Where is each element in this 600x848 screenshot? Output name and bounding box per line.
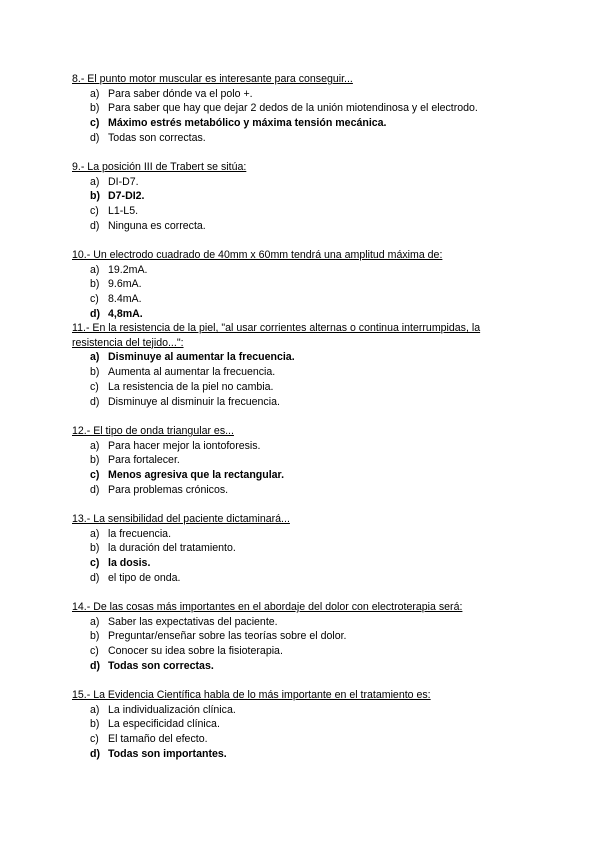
option-letter: d) <box>90 131 100 144</box>
option-list <box>72 439 512 498</box>
option-a <box>72 439 512 454</box>
option-text: La individualización clínica. <box>108 703 236 716</box>
option-letter: d) <box>90 219 100 232</box>
option-text: el tipo de onda. <box>108 571 181 584</box>
option-letter: c) <box>90 557 100 570</box>
option-text: 19.2mA. <box>108 263 148 276</box>
option-c <box>72 380 512 395</box>
option-letter: d) <box>90 571 100 584</box>
option-letter: b) <box>90 630 100 643</box>
option-letter: a) <box>90 703 100 716</box>
option-text: La resistencia de la piel no cambia. <box>108 380 274 393</box>
option-d <box>72 395 512 410</box>
option-d <box>72 571 512 586</box>
question-10 <box>72 248 512 322</box>
option-text: DI-D7. <box>108 175 139 188</box>
option-letter: c) <box>90 117 100 130</box>
option-text: El tamaño del efecto. <box>108 733 208 746</box>
option-letter: c) <box>90 645 99 658</box>
option-text: Disminuye al disminuir la frecuencia. <box>108 395 280 408</box>
question-stem: 13.- La sensibilidad del paciente dictaminará... <box>72 513 290 525</box>
option-b <box>72 365 512 380</box>
option-text: Conocer su idea sobre la fisioterapia. <box>108 645 283 658</box>
option-b <box>72 541 512 556</box>
option-text: 9.6mA. <box>108 278 142 291</box>
question-11 <box>72 321 512 409</box>
option-letter: d) <box>90 307 100 320</box>
option-a <box>72 615 512 630</box>
option-d-correct <box>72 659 512 674</box>
option-a <box>72 527 512 542</box>
option-letter: c) <box>90 733 99 746</box>
question-14 <box>72 600 512 674</box>
question-stem: 15.- La Evidencia Científica habla de lo más importante en el tratamiento es: <box>72 689 431 701</box>
option-text: Todas son correctas. <box>108 659 214 672</box>
option-text: Ninguna es correcta. <box>108 219 206 232</box>
option-letter: d) <box>90 483 100 496</box>
option-list <box>72 263 512 322</box>
option-text: Para saber que hay que dejar 2 dedos de la unión miotendinosa y el electrodo. <box>108 102 478 115</box>
option-b <box>72 277 512 292</box>
option-text: Disminuye al aumentar la frecuencia. <box>108 351 295 364</box>
option-list <box>72 527 512 586</box>
option-text: Para hacer mejor la iontoforesis. <box>108 439 261 452</box>
option-d <box>72 131 512 146</box>
option-c <box>72 204 512 219</box>
option-letter: b) <box>90 102 100 115</box>
option-text: 4,8mA. <box>108 307 143 320</box>
option-text: Para fortalecer. <box>108 454 180 467</box>
option-letter: b) <box>90 718 100 731</box>
option-c-correct <box>72 116 512 131</box>
option-text: L1-L5. <box>108 205 139 218</box>
option-list <box>72 350 512 409</box>
question-15 <box>72 688 512 762</box>
option-text: 8.4mA. <box>108 293 142 306</box>
option-d <box>72 483 512 498</box>
option-b <box>72 629 512 644</box>
option-c <box>72 292 512 307</box>
option-letter: a) <box>90 439 100 452</box>
option-a <box>72 175 512 190</box>
option-d-correct <box>72 747 512 762</box>
option-c-correct <box>72 468 512 483</box>
option-letter: d) <box>90 747 100 760</box>
option-list <box>72 615 512 674</box>
option-text: la duración del tratamiento. <box>108 542 236 555</box>
option-list <box>72 87 512 146</box>
option-b <box>72 717 512 732</box>
question-stem: 14.- De las cosas más importantes en el abordaje del dolor con electroterapia será: <box>72 601 463 613</box>
option-text: Para problemas crónicos. <box>108 483 229 496</box>
option-letter: c) <box>90 380 99 393</box>
option-list <box>72 175 512 234</box>
option-letter: b) <box>90 190 100 203</box>
option-text: Para saber dónde va el polo +. <box>108 87 253 100</box>
option-letter: a) <box>90 263 100 276</box>
option-text: Todas son importantes. <box>108 747 227 760</box>
option-text: La especificidad clínica. <box>108 718 220 731</box>
question-stem: 12.- El tipo de onda triangular es... <box>72 425 234 437</box>
option-text: Saber las expectativas del paciente. <box>108 615 278 628</box>
option-letter: b) <box>90 454 100 467</box>
option-letter: a) <box>90 87 100 100</box>
option-text: Máximo estrés metabólico y máxima tensión mecánica. <box>108 117 387 130</box>
option-c-correct <box>72 556 512 571</box>
option-letter: d) <box>90 395 100 408</box>
option-letter: b) <box>90 542 100 555</box>
option-letter: c) <box>90 205 99 218</box>
option-b <box>72 101 512 116</box>
option-letter: c) <box>90 293 99 306</box>
option-text: Preguntar/enseñar sobre las teorías sobre el dolor. <box>108 630 347 643</box>
option-b <box>72 453 512 468</box>
option-text: la frecuencia. <box>108 527 172 540</box>
option-letter: a) <box>90 527 100 540</box>
option-letter: b) <box>90 278 100 291</box>
option-c <box>72 644 512 659</box>
option-b-correct <box>72 189 512 204</box>
option-letter: a) <box>90 351 100 364</box>
option-c <box>72 732 512 747</box>
question-12 <box>72 424 512 498</box>
option-text: Aumenta al aumentar la frecuencia. <box>108 366 276 379</box>
option-letter: a) <box>90 175 100 188</box>
question-9 <box>72 160 512 234</box>
option-letter: a) <box>90 615 100 628</box>
option-d <box>72 219 512 234</box>
option-text: Todas son correctas. <box>108 131 206 144</box>
option-a-correct <box>72 350 512 365</box>
option-d-correct <box>72 307 512 322</box>
option-letter: c) <box>90 469 100 482</box>
question-8 <box>72 72 512 146</box>
question-stem: 9.- La posición III de Trabert se sitúa: <box>72 161 247 173</box>
question-stem: 11.- En la resistencia de la piel, "al usar corrientes alternas o continua interrumpidas, la resistencia del tejido...": <box>72 322 481 349</box>
question-stem: 8.- El punto motor muscular es interesante para conseguir... <box>72 73 353 85</box>
option-a <box>72 703 512 718</box>
option-letter: b) <box>90 366 100 379</box>
option-list <box>72 703 512 762</box>
option-a <box>72 263 512 278</box>
option-text: Menos agresiva que la rectangular. <box>108 469 285 482</box>
option-a <box>72 87 512 102</box>
option-text: la dosis. <box>108 557 151 570</box>
question-stem: 10.- Un electrodo cuadrado de 40mm x 60mm tendrá una amplitud máxima de: <box>72 249 443 261</box>
option-text: D7-DI2. <box>108 190 145 203</box>
question-13 <box>72 512 512 586</box>
option-letter: d) <box>90 659 100 672</box>
